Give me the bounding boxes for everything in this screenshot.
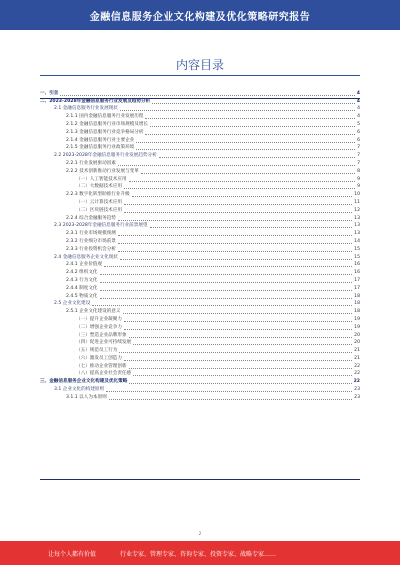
- toc-leader-dots: [106, 391, 352, 392]
- toc-entry[interactable]: [40, 362, 360, 370]
- toc-leader-dots: [129, 383, 351, 384]
- toc-leader-dots: [120, 259, 352, 260]
- toc-entry[interactable]: [40, 245, 360, 253]
- toc-leader-dots: [124, 360, 352, 361]
- toc-leader-dots: [150, 227, 353, 228]
- toc-entry-title: 2.2 2023-2028年金融信息服务行业发展趋势分析: [54, 153, 157, 159]
- toc-entry-title: （二）增强企业竞争力: [76, 324, 122, 330]
- toc-entry[interactable]: [40, 151, 360, 159]
- toc-entry-page: 17: [354, 285, 360, 291]
- toc-entry-title: 二、2023-2028年金融信息服务行业发展及趋势分析: [40, 98, 151, 104]
- toc-entry-title: 2.2.3 数字化转型助推行业升级: [66, 192, 130, 198]
- toc-entry-title: （三）塑造企业品牌形象: [76, 332, 127, 338]
- toc-entry[interactable]: [40, 159, 360, 167]
- toc-leader-dots: [104, 266, 352, 267]
- toc-entry[interactable]: [40, 346, 360, 354]
- toc-entry[interactable]: [40, 331, 360, 339]
- toc-leader-dots: [136, 149, 355, 150]
- toc-leader-dots: [123, 313, 353, 314]
- toc-entry-page: 22: [353, 379, 360, 385]
- toc-entry-title: 3.1 企业文化的构建原则: [54, 387, 105, 393]
- toc-entry-page: 7: [357, 145, 360, 151]
- toc-entry[interactable]: [40, 261, 360, 269]
- toc-entry[interactable]: [40, 393, 360, 401]
- toc-entry-title: 2.3.3 行业投资机会分析: [66, 246, 116, 252]
- toc-entry-title: 2.4.3 行为文化: [66, 277, 98, 283]
- toc-entry[interactable]: [40, 354, 360, 362]
- toc-leader-dots: [124, 188, 355, 189]
- toc-entry-page: 15: [354, 246, 360, 252]
- toc-entry-title: （六）激发员工创造力: [76, 355, 122, 361]
- toc-leader-dots: [124, 329, 352, 330]
- toc-entry-page: 9: [357, 176, 360, 182]
- toc-entry-page: 16: [354, 270, 360, 276]
- toc-leader-dots: [118, 220, 352, 221]
- toc-entry-page: 18: [354, 309, 360, 315]
- toc-entry-page: 13: [354, 215, 360, 221]
- toc-entry-page: 8: [357, 168, 360, 174]
- toc-entry[interactable]: [40, 222, 360, 230]
- toc-entry[interactable]: [40, 120, 360, 128]
- toc-entry-page: 6: [357, 129, 360, 135]
- page-number: 2: [198, 531, 202, 536]
- toc-entry-page: 10: [354, 192, 360, 198]
- toc-entry[interactable]: [40, 237, 360, 245]
- toc-entry-title: 2.1.3 金融信息服务行业竞争格局分析: [66, 129, 144, 135]
- toc-leader-dots: [132, 196, 352, 197]
- toc-entry-page: 22: [354, 371, 360, 377]
- toc-entry-page: 21: [354, 348, 360, 354]
- toc-entry-title: （一）人工智能技术应用: [76, 176, 127, 182]
- toc-entry-title: （五）规范员工行为: [76, 348, 118, 354]
- toc-entry[interactable]: [40, 183, 360, 191]
- toc-leader-dots: [145, 118, 355, 119]
- toc-entry-page: 23: [354, 394, 360, 400]
- toc-entry-page: 4: [356, 90, 360, 96]
- toc-entry-title: 2.1 金融信息服务行业发展现状: [54, 106, 118, 112]
- toc-entry-page: 12: [354, 207, 360, 213]
- toc-entry[interactable]: [40, 112, 360, 120]
- toc-entry-title: 2.1.1 国内金融信息服务行业发展历程: [66, 114, 144, 120]
- toc-entry-page: 20: [354, 340, 360, 346]
- toc-leader-dots: [92, 305, 352, 306]
- toc-entry-page: 21: [354, 355, 360, 361]
- toc-entry-page: 4: [357, 114, 360, 120]
- toc-leader-dots: [159, 157, 355, 158]
- toc-leader-dots: [118, 165, 355, 166]
- toc-entry-title: 2.2.2 技术创新推动行业发展与变革: [66, 168, 139, 174]
- toc-leader-dots: [100, 298, 353, 299]
- toc-entry-page: 4: [356, 98, 360, 104]
- toc-entry-title: （一）提升企业凝聚力: [76, 316, 122, 322]
- toc-entry-title: 三、金融信息服务企业文化构建及优化策略: [40, 379, 128, 385]
- table-of-contents: [40, 89, 360, 401]
- toc-leader-dots: [133, 344, 352, 345]
- toc-entry-title: （四）促进企业可持续发展: [76, 340, 132, 346]
- toc-entry-title: 2.3.2 行业细分市场前景: [66, 238, 116, 244]
- toc-entry[interactable]: [40, 253, 360, 261]
- toc-entry[interactable]: [40, 268, 360, 276]
- toc-entry[interactable]: [40, 339, 360, 347]
- toc-entry-title: 3.1.1 以人为本原则: [66, 394, 107, 400]
- toc-entry-title: 2.5.1 企业文化建设的意义: [66, 309, 121, 315]
- toc-entry-title: 2.1.2 金融信息服务行业市场规模及增长: [66, 121, 149, 127]
- toc-leader-dots: [100, 274, 353, 275]
- toc-leader-dots: [129, 337, 353, 338]
- toc-leader-dots: [118, 251, 352, 252]
- toc-entry-page: 15: [354, 254, 360, 260]
- toc-entry-title: 2.4.5 物质文化: [66, 293, 98, 299]
- toc-leader-dots: [133, 375, 352, 376]
- toc-heading-rule: [40, 75, 360, 76]
- toc-entry-title: （二）区块链技术应用: [76, 207, 122, 213]
- toc-entry-title: （七）推动企业管理创新: [76, 363, 127, 369]
- toc-entry[interactable]: [40, 370, 360, 378]
- toc-entry-page: 18: [354, 301, 360, 307]
- toc-entry[interactable]: [40, 315, 360, 323]
- toc-leader-dots: [118, 243, 352, 244]
- toc-entry-page: 19: [354, 324, 360, 330]
- toc-entry[interactable]: [40, 198, 360, 206]
- toc-entry-title: 2.2.1 行业发展驱动因素: [66, 160, 116, 166]
- toc-leader-dots: [124, 204, 352, 205]
- toc-leader-dots: [124, 321, 352, 322]
- page-header-band: [0, 0, 400, 30]
- toc-entry-page: 17: [354, 277, 360, 283]
- toc-entry-page: 19: [354, 316, 360, 322]
- toc-entry-page: 7: [357, 160, 360, 166]
- toc-entry[interactable]: [40, 136, 360, 144]
- toc-entry-title: 2.3.1 行业市场规模预测: [66, 231, 116, 237]
- toc-entry-title: 2.4 金融信息服务企业文化现状: [54, 254, 118, 260]
- toc-entry[interactable]: [40, 128, 360, 136]
- toc-entry-title: 2.4.2 组织文化: [66, 270, 98, 276]
- toc-entry-page: 5: [357, 121, 360, 127]
- toc-entry[interactable]: [40, 105, 360, 113]
- toc-entry-title: 2.5 企业文化建设: [54, 301, 91, 307]
- section-rule-top: [40, 98, 360, 99]
- toc-entry[interactable]: [40, 292, 360, 300]
- toc-entry[interactable]: [40, 175, 360, 183]
- toc-entry[interactable]: [40, 214, 360, 222]
- toc-leader-dots: [120, 110, 355, 111]
- toc-entry-title: 2.4.4 制度文化: [66, 285, 98, 291]
- toc-leader-dots: [129, 181, 356, 182]
- toc-entry-page: 13: [354, 231, 360, 237]
- toc-entry[interactable]: [40, 377, 360, 385]
- toc-entry-page: 4: [357, 106, 360, 112]
- toc-leader-dots: [118, 235, 352, 236]
- toc-entry-page: 18: [354, 293, 360, 299]
- toc-leader-dots: [141, 173, 355, 174]
- toc-entry-page: 20: [354, 332, 360, 338]
- toc-leader-dots: [136, 142, 355, 143]
- toc-entry-title: 2.4.1 企业价值观: [66, 262, 103, 268]
- toc-entry-title: 2.3 2023-2028年金融信息服务行业前景展望: [54, 223, 148, 229]
- toc-leader-dots: [124, 212, 352, 213]
- toc-entry[interactable]: [40, 307, 360, 315]
- toc-leader-dots: [152, 103, 355, 104]
- toc-entry[interactable]: [40, 385, 360, 393]
- toc-leader-dots: [109, 399, 352, 400]
- toc-entry-title: （一）云计算技术应用: [76, 199, 122, 205]
- toc-leader-dots: [60, 95, 354, 96]
- toc-entry-page: 23: [354, 387, 360, 393]
- toc-entry[interactable]: [40, 206, 360, 214]
- toc-entry-title: 2.1.5 金融信息服务行业政策环境: [66, 145, 135, 151]
- footer-experts: 行业专家、管理专家、咨询专家、投资专家、战略专家……: [120, 551, 277, 558]
- toc-leader-dots: [119, 352, 352, 353]
- footer-slogan: 让每个人都有价值: [48, 551, 97, 558]
- toc-leader-dots: [145, 134, 355, 135]
- toc-entry[interactable]: [40, 144, 360, 152]
- toc-entry[interactable]: [40, 190, 360, 198]
- toc-entry[interactable]: [40, 284, 360, 292]
- toc-entry-page: 9: [357, 184, 360, 190]
- toc-entry-title: 2.1.4 金融信息服务行业主要企业: [66, 137, 135, 143]
- toc-entry-title: （八）提高企业社会责任感: [76, 371, 132, 377]
- page-footer-band: [0, 541, 400, 565]
- toc-entry[interactable]: [40, 323, 360, 331]
- toc-entry-page: 13: [354, 223, 360, 229]
- toc-entry-page: 7: [357, 153, 360, 159]
- toc-leader-dots: [100, 282, 353, 283]
- toc-entry[interactable]: [40, 276, 360, 284]
- toc-entry-page: 22: [354, 363, 360, 369]
- toc-entry[interactable]: [40, 229, 360, 237]
- toc-entry-page: 14: [354, 238, 360, 244]
- report-title: 金融信息服务企业文化构建及优化策略研究报告: [89, 12, 311, 23]
- toc-entry-page: 6: [357, 137, 360, 143]
- toc-entry-title: （二）大数据技术应用: [76, 184, 122, 190]
- toc-entry[interactable]: [40, 167, 360, 175]
- toc-entry[interactable]: [40, 300, 360, 308]
- toc-entry-page: 16: [354, 262, 360, 268]
- section-rule-bottom: [40, 479, 360, 480]
- toc-entry[interactable]: [40, 89, 360, 97]
- toc-leader-dots: [100, 290, 353, 291]
- toc-entry-title: 一、引言: [40, 90, 59, 96]
- toc-entry-title: 2.2.4 综合金融服务趋势: [66, 215, 116, 221]
- toc-entry-page: 11: [354, 199, 360, 205]
- toc-leader-dots: [129, 368, 353, 369]
- toc-heading: 内容目录: [175, 58, 224, 72]
- toc-leader-dots: [150, 126, 355, 127]
